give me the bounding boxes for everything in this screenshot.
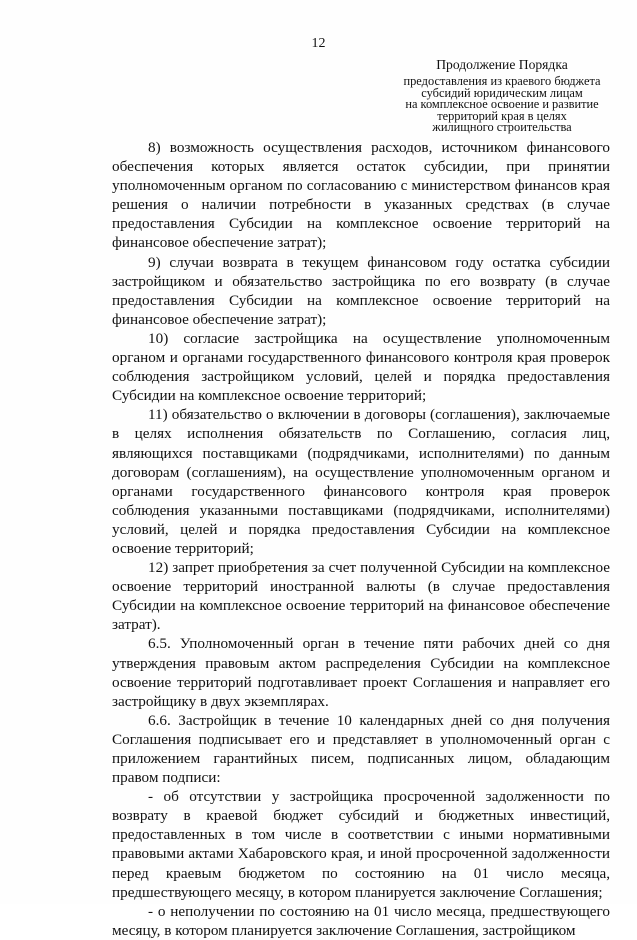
paragraph-item-9: 9) случаи возврата в текущем финансовом году остатка субсидии застройщиком и обязательство застройщика по его возврату (в случае предоставления Субсидии на комплексное освоение территорий на финансовое обеспечение затрат); [112, 253, 610, 328]
paragraph-dash-no-debt: - об отсутствии у застройщика просроченной задолженности по возврату в краевой бюджет субсидий и бюджетных инвестиций, предоставленных в том числе в соответствии с иными нормативными правовыми актами Хабаровского края, и иной просроченной задолженности перед краевым бюджетом по состоянию на 01 число месяца, предшествующего месяцу, в котором планируется заключение Соглашения; [112, 788, 610, 901]
body-text [112, 138, 610, 940]
paragraph-item-10: 10) согласие застройщика на осуществление уполномоченным органом и органами государственного финансового контроля края проверок соблюдения застройщиком условий, целей и порядка предоставления Субсидии на комплексное освоение территорий; [112, 329, 610, 405]
header-note-line: субсидий юридическим лицам [421, 85, 583, 100]
paragraph-clause-6-6: 6.6. Застройщик в течение 10 календарных дней со дня получения Соглашения подписывает его и представляет в уполномоченный орган с приложением гарантийных писем, подписанных лицом, обладающим правом подписи: [112, 711, 610, 787]
header-note-title: Продолжение Порядка [436, 57, 568, 72]
paragraph-item-12: 12) запрет приобретения за счет полученной Субсидии на комплексное освоение территорий иностранной валюты (в случае предоставления Субсидии на комплексное освоение территорий на финансовое обеспечение затрат). [112, 559, 610, 634]
header-note-line: на комплексное освоение и развитие [405, 97, 599, 112]
paragraph-dash-no-receipt: - о неполучении по состоянию на 01 число месяца, предшествующего месяцу, в котором планируется заключение Соглашения, застройщиком [112, 902, 610, 939]
paragraph-clause-6-5: 6.5. Уполномоченный орган в течение пяти рабочих дней со дня утверждения правовым актом распределения Субсидии на комплексное освоение территорий подготавливает проект Соглашения и направляет его застройщику в двух экземплярах. [112, 635, 610, 710]
paragraph-item-11: 11) обязательство о включении в договоры (соглашения), заключаемые в целях исполнения обязательств по Соглашению, согласия лиц, являющихся поставщиками (подрядчиками, исполнителями) по данным договорам (соглашениям), на осуществление уполномоченным органом и органами государственного финансового контроля края проверок соблюдения указанными поставщиками (подрядчиками, исполнителями) условий, целей и порядка предоставления Субсидии на комплексное освоение территорий; [112, 406, 610, 557]
page-number: 12 [311, 36, 326, 51]
header-note-line: предоставления из краевого бюджета [403, 74, 601, 88]
paragraph-item-8: 8) возможность осуществления расходов, источником финансового обеспечения которых является остаток субсидии, при принятии уполномоченным органом по согласованию с министерством финансов края решения о наличии потребности в указанных средствах (в случае предоставления Субсидии на комплексное освоение территорий на финансовое обеспечение затрат); [112, 139, 610, 252]
header-note-line: территорий края в целях [437, 108, 567, 123]
header-note [386, 58, 618, 134]
header-note-line: жилищного строительства [432, 120, 572, 135]
